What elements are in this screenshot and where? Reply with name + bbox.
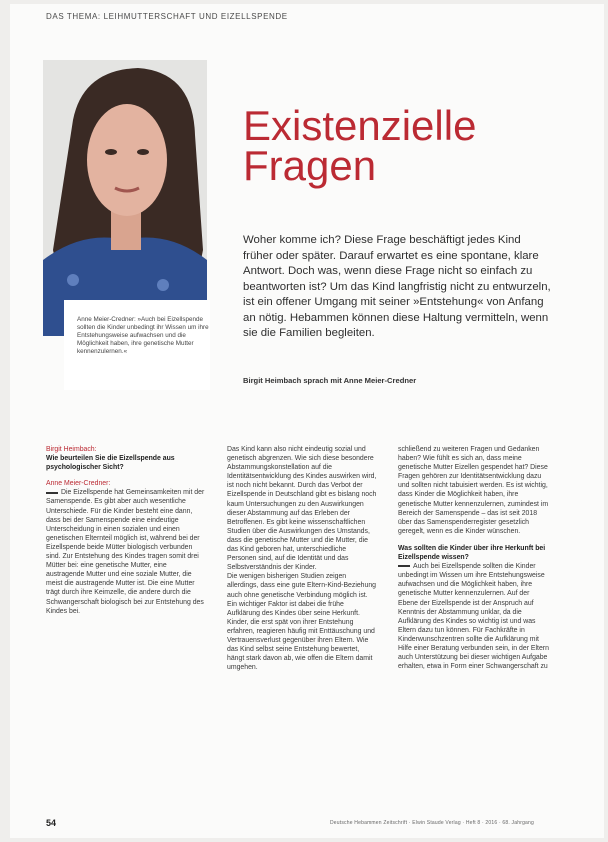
column-2-paragraph-1: Das Kind kann also nicht eindeutig sozial und genetisch abgrenzen. Wie sich diese besondere Abstammungskonstellation auf die Identitätsentwicklung des Kindes auswirken wird, ist noch nicht bekannt. Durch das Verbot der Eizellspende in Deutschland gibt es bislang noch kaum Untersuchungen zu den Auswirkungen dieser Abstammung auf das Erleben der Betroffenen. Es gibt keine wissenschaftlichen Studien über die Auswirkungen des Umstands, dass die genetische Mutter und die Mutter, die das Kind geboren hat, unterschiedliche Personen sind, auf die Identität und das Selbstverständnis der Kinder.	[227, 446, 377, 572]
title-line-2: Fragen	[243, 142, 377, 189]
article-title	[243, 102, 477, 189]
column-2	[227, 445, 377, 805]
answer-1	[46, 488, 206, 615]
title-line-1: Existenzielle	[243, 102, 477, 149]
byline: Birgit Heimbach sprach mit Anne Meier-Credner	[243, 376, 417, 385]
section-label: DAS THEMA: LEIHMUTTERSCHAFT UND EIZELLSPENDE	[46, 12, 288, 21]
dash-marker	[46, 492, 58, 494]
journal-footer: Deutsche Hebammen Zeitschrift · Elwin Staude Verlag · Heft 8 · 2016 · 68. Jahrgang	[330, 820, 534, 826]
portrait-image	[43, 60, 207, 336]
interviewee-name: Anne Meier-Credner:	[46, 480, 111, 488]
column-3	[398, 445, 550, 805]
column-3-paragraph-1: schließend zu weiteren Fragen und Gedanken haben? Wie fühlt es sich an, dass meine genetische Mutter Eizellen gespendet hat? Diese Fragen gehören zur Identitätsentwicklung dazu und sollten nicht tabuisiert werden. Es ist wichtig, dass Kinder die Möglichkeit haben, ihre genetische Mutter kennenzulernen, zumindest im Bereich der Samenspende – das ist seit 2018 über das Samenspenderregister gesetzlich geregelt, wenn es die Kinder wünschen.	[398, 446, 549, 535]
question-1: Wie beurteilen Sie die Eizellspende aus psychologischer Sicht?	[46, 455, 175, 472]
question-2: Was sollten die Kinder über ihre Herkunft bei Eizellspende wissen?	[398, 544, 546, 562]
dash-marker	[398, 565, 410, 567]
interviewer-name: Birgit Heimbach:	[46, 446, 97, 453]
portrait-photo	[43, 60, 207, 336]
column-1	[46, 445, 206, 805]
lead-paragraph: Woher komme ich? Diese Frage beschäftigt jedes Kind früher oder später. Darauf erwartet es eine spontane, klare Antwort. Doch was, wenn diese Frage nicht so einfach zu beantworten ist? Um das Kind langfristig nicht zu entwurzeln, ist ein offener Umgang mit seiner »Entstehung« von Anfang an nötig. Hebammen können diese Haltung vermitteln, wenn sie die Familien begleiten.	[243, 234, 551, 339]
photo-caption: Anne Meier-Credner: »Auch bei Eizellspende sollten die Kinder unbedingt ihr Wissen um ihre Entstehungsweise aufwachsen und die Möglichkeit haben, ihre genetische Mutter kennenzulernen.«	[77, 316, 209, 356]
page-number: 54	[46, 818, 57, 828]
answer-2-text: Auch bei Eizellspende sollten die Kinder unbedingt im Wissen um ihre Entstehungsweise aufwachsen und die Möglichkeit haben, ihre genetische Mutter kennenzulernen. Auf der Ebene der Eizellspende ist der Anspruch auf Kenntnis der Abstammung unklar, da die Aufklärung des Kindes so wichtig ist und was Eltern dazu tun können. Für Fachkräfte in Kinderwunschzentren sollte die Aufklärung mit Hilfe einer Beratung verbunden sein, in der Eltern auch Unterstützung bei dieser wichtigen Aufgabe erhalten, etwa in Form einer Schwangerschaft zu	[398, 563, 549, 671]
column-2-paragraph-2: Die wenigen bisherigen Studien zeigen allerdings, dass eine gute Eltern-Kind-Beziehung auch ohne genetische Verbindung möglich ist. Ein wichtiger Faktor ist dabei die frühe Aufklärung des Kindes über seine Herkunft. Kinder, die erst spät von ihrer Entstehung erfahren, reagieren häufig mit Enttäuschung und Vertrauensverlust gegenüber ihren Eltern. Wie das Kind selbst seine Entstehung bewertet, hängt stark davon ab, wie offen die Eltern damit umgehen.	[227, 573, 377, 672]
answer-2	[398, 562, 550, 671]
answer-1-text: Die Eizellspende hat Gemeinsamkeiten mit der Samenspende. Es gibt aber auch wesentliche Unterschiede. Für die Kinder besteht eine dann, dass bei der Samenspende eine eindeutige Unterscheidung in einen sozialen und einen genetischen Elternteil möglich ist, während bei der Eizellspende beide Mütter biologisch verbunden sind. Zur Entstehung des Kindes tragen somit drei Mütter bei: eine genetische Mutter, eine austragende Mutter und eine soziale Mutter, die meist die austragende Mutter ist. Die eine Mutter trägt durch ihre Keimzelle, die andere durch die Schwangerschaft biologisch bei zur Entstehung des Kindes bei.	[46, 489, 205, 615]
